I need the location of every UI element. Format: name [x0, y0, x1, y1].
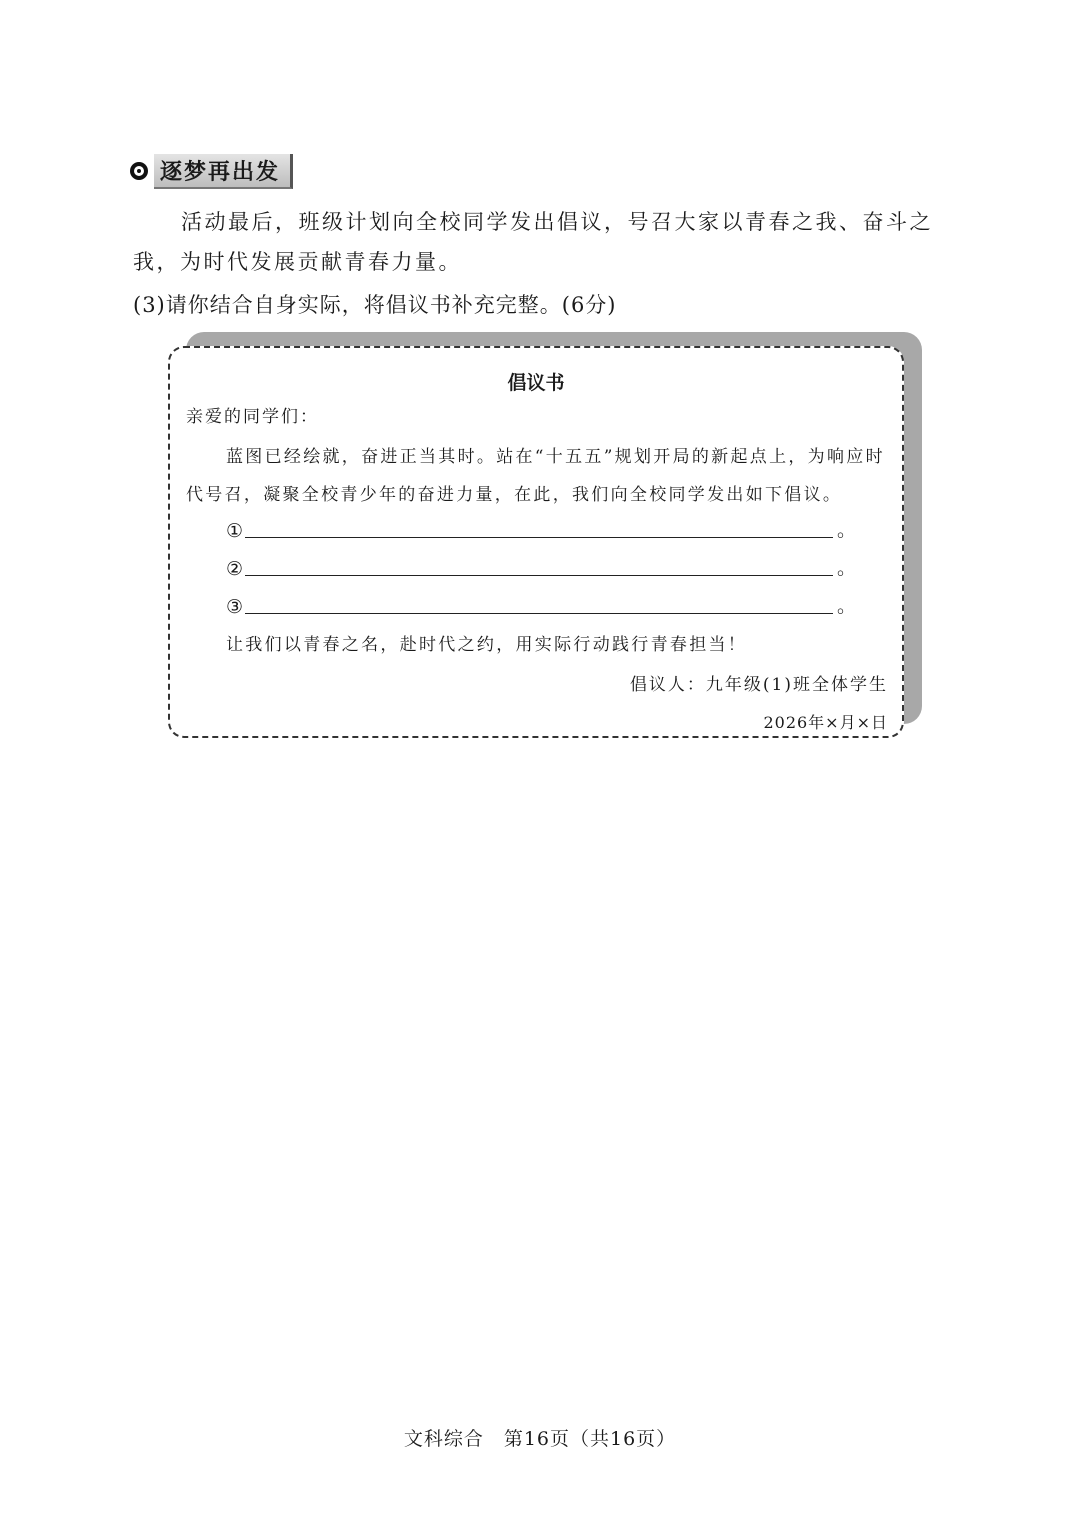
proposal-box	[168, 346, 904, 738]
page-footer: 文科综合 第16页（共16页）	[403, 1428, 677, 1450]
blank-marker: ②	[226, 558, 244, 580]
proposal-date: 2026年×月×日	[763, 713, 888, 732]
proposal-closing: 让我们以青春之名，赴时代之约，用实际行动践行青春担当！	[226, 635, 748, 655]
answer-blank-2	[226, 554, 856, 580]
answer-line[interactable]	[245, 574, 833, 576]
answer-line[interactable]	[245, 536, 833, 538]
blank-marker: ③	[226, 596, 244, 618]
intro-paragraph: 活动最后，班级计划向全校同学发出倡议，号召大家以青春之我、奋斗之我，为时代发展贡献青春力量。	[133, 210, 933, 274]
proposal-title: 倡议书	[507, 372, 565, 394]
proposal-signer: 倡议人：九年级(1)班全体学生	[629, 675, 888, 695]
blank-end: 。	[836, 557, 856, 579]
section-bullet-icon	[130, 162, 148, 180]
proposal-greeting: 亲爱的同学们：	[186, 407, 319, 427]
answer-blank-3	[226, 592, 856, 618]
section-header	[130, 156, 293, 186]
section-title: 逐梦再出发	[154, 154, 293, 189]
answer-blank-1	[226, 516, 856, 542]
answer-line[interactable]	[245, 612, 833, 614]
blank-marker: ①	[226, 520, 244, 542]
question-prompt: (3)请你结合自身实际，将倡议书补充完整。(6分)	[133, 293, 617, 317]
blank-end: 。	[836, 595, 856, 617]
proposal-body: 蓝图已经绘就，奋进正当其时。站在“十五五”规划开局的新起点上，为响应时代号召，凝聚全校青少年的奋进力量，在此，我们向全校同学发出如下倡议。	[186, 447, 885, 505]
blank-end: 。	[836, 519, 856, 541]
